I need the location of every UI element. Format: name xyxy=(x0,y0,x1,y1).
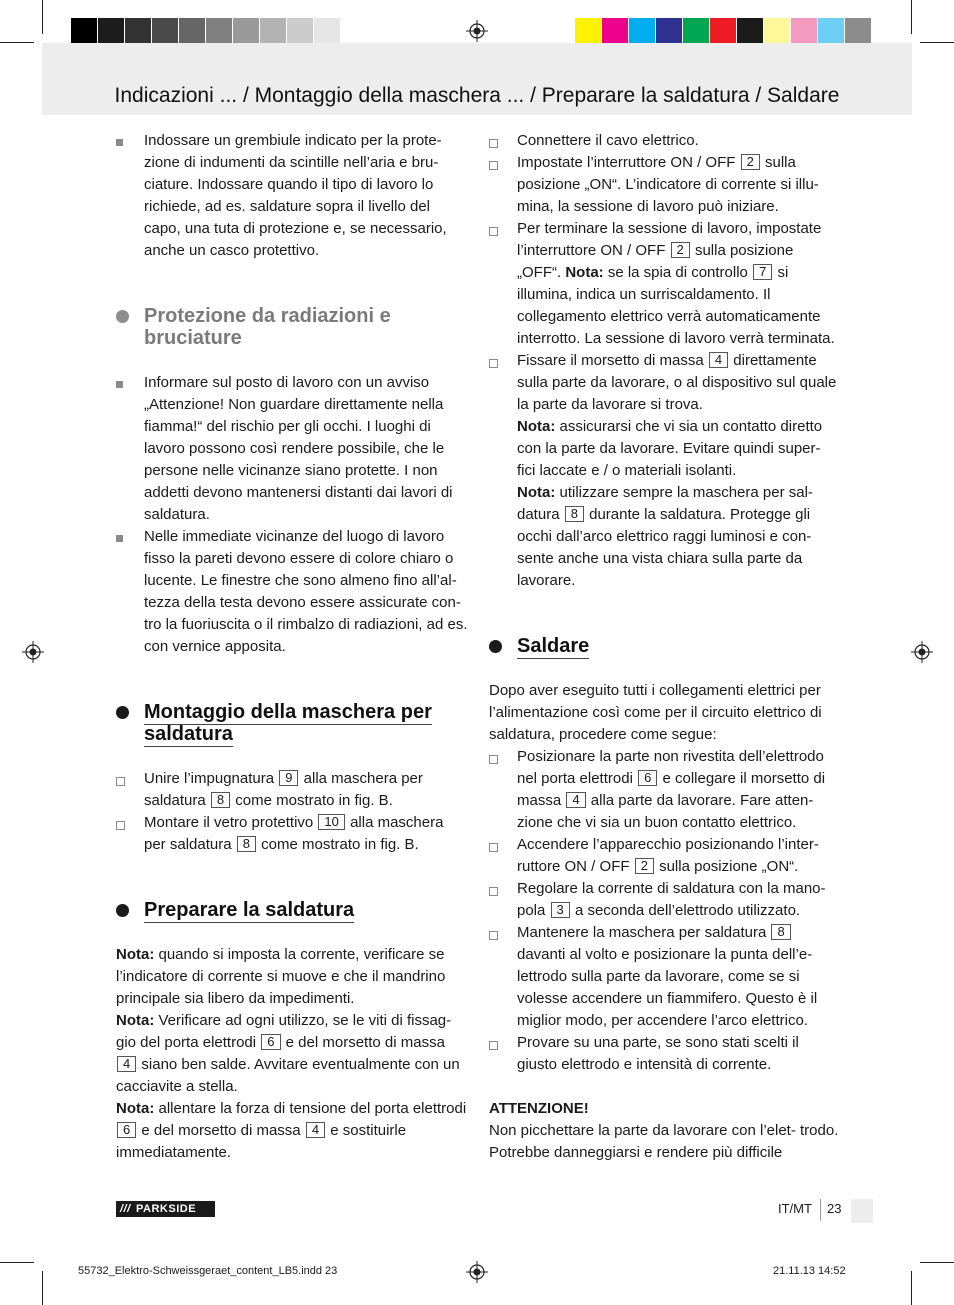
intro-paragraph: Dopo aver eseguito tutti i collegamenti elettrici per l’alimentazione così come per il circuito elettrico di saldatura, procedere come segue: xyxy=(489,682,822,743)
left-column xyxy=(116,130,468,1164)
list-item: Fissare il morsetto di massa 4 direttamente sulla parte da lavorare, o al dispositivo sul quale la parte da lavorare si trova. Nota: assicurarsi che vi sia un contatto diretto con la parte da lavorare. Evitare quindi super- fici laccate e / o materiali isolanti. Nota: utilizzare sempre la maschera per sal- datura 8 durante la saldatura. Protegge gli occhi dall’arco elettrico raggi luminosi e con- sente anche una vista chiara sulla parte da lavorare. xyxy=(489,350,839,592)
header-band xyxy=(42,43,912,115)
part-ref: 2 xyxy=(635,858,654,874)
list-item: Unire l’impugnatura 9 alla maschera per saldatura 8 come mostrato in fig. B. xyxy=(116,768,468,812)
part-ref: 2 xyxy=(671,242,690,258)
part-ref: 4 xyxy=(306,1122,325,1138)
part-ref: 6 xyxy=(261,1034,280,1050)
divider xyxy=(820,1199,821,1221)
list-item: Mantenere la maschera per saldatura 8 davanti al volto e posizionare la punta dell’e- lettrodo sulla parte da lavorare, come se si volesse accendere un fiammifero. Questo è il miglior modo, per accendere l’arco elettrico. xyxy=(489,922,839,1032)
language-code: IT/MT xyxy=(778,1201,812,1216)
crop-mark xyxy=(911,1271,912,1305)
color-swatch xyxy=(710,18,737,46)
crop-mark xyxy=(920,42,954,43)
color-swatch xyxy=(98,18,125,46)
attention-text: Non picchettare la parte da lavorare con l’elet- trodo. Potrebbe danneggiarsi e rendere più difficile xyxy=(489,1122,839,1161)
color-swatch xyxy=(629,18,656,46)
registration-mark-icon xyxy=(911,641,933,663)
part-ref: 4 xyxy=(566,792,585,808)
section-heading-welding: Saldare xyxy=(489,635,839,657)
page-number: 23 xyxy=(827,1201,842,1216)
list-item: Nelle immediate vicinanze del luogo di lavoro fisso la pareti devono essere di colore chiaro o lucente. Le finestre che sono almeno fino all’al- tezza della testa devono essere assicurate con- tro la fuoriuscita o il rimbalzo di radiazioni, ad es. con vernice apposita. xyxy=(116,526,468,658)
color-calibration-bar xyxy=(575,18,872,46)
list-item: Accendere l’apparecchio posizionando l’inter- ruttore ON / OFF 2 sulla posizione „ON“. xyxy=(489,834,839,878)
page-tab xyxy=(851,1199,873,1223)
list-item: Indossare un grembiule indicato per la prote- zione di indumenti da scintille nell’aria e bru- ciature. Indossare quando il tipo di lavoro lo richiede, ad es. saldature sopra il livello del capo, una tuta di protezione e, se necessario, anche un casco protettivo. xyxy=(116,130,468,262)
note-paragraph: Nota: allentare la forza di tensione del porta elettrodi 6 e del morsetto di massa 4 e sostituirle immediatamente. xyxy=(116,1100,467,1161)
registration-mark-icon xyxy=(466,1261,488,1283)
color-swatch xyxy=(341,18,368,46)
crop-mark xyxy=(920,1262,954,1263)
part-ref: 10 xyxy=(318,814,344,830)
crop-mark xyxy=(42,0,43,34)
part-ref: 2 xyxy=(741,154,760,170)
grayscale-calibration-bar xyxy=(71,18,368,46)
brand-logo: /// PARKSIDE xyxy=(116,1201,215,1217)
crop-mark xyxy=(42,1271,43,1305)
note-paragraph: Nota: Verificare ad ogni utilizzo, se le viti di fissag- gio del porta elettrodi 6 e del morsetto di massa 4 siano ben salde. Avvitare eventualmente con un cacciavite a stella. xyxy=(116,1012,460,1095)
color-swatch xyxy=(287,18,314,46)
color-swatch xyxy=(683,18,710,46)
part-ref: 7 xyxy=(753,264,772,280)
note-paragraph: Nota: quando si imposta la corrente, verificare se l’indicatore di corrente si muove e che il mandrino principale sia libero da impedimenti. xyxy=(116,946,446,1007)
color-swatch xyxy=(314,18,341,46)
page-title: Indicazioni ... / Montaggio della maschera ... / Preparare la saldatura / Saldare xyxy=(114,84,840,107)
list-item: Connettere il cavo elettrico. xyxy=(489,130,839,152)
crop-mark xyxy=(0,42,34,43)
list-item: Per terminare la sessione di lavoro, impostate l’interruttore ON / OFF 2 sulla posizione „OFF“. Nota: se la spia di controllo 7 si illumina, indica un surriscaldamento. Il collegamento elettrico verrà automaticamente interrotto. La sessione di lavoro verrà terminata. xyxy=(489,218,839,350)
list-item: Montare il vetro protettivo 10 alla maschera per saldatura 8 come mostrato in fig. B. xyxy=(116,812,468,856)
list-item: Regolare la corrente di saldatura con la mano- pola 3 a seconda dell’elettrodo utilizzato. xyxy=(489,878,839,922)
part-ref: 4 xyxy=(709,352,728,368)
list-item: Posizionare la parte non rivestita dell’elettrodo nel porta elettrodi 6 e collegare il morsetto di massa 4 alla parte da lavorare. Fare atten- zione che vi sia un buon contatto elettrico. xyxy=(489,746,839,834)
part-ref: 8 xyxy=(771,924,790,940)
list-item: Provare su una parte, se sono stati scelti il giusto elettrodo e intensità di corrente. xyxy=(489,1032,839,1076)
crop-mark xyxy=(911,0,912,34)
part-ref: 4 xyxy=(117,1056,136,1072)
list-item: Informare sul posto di lavoro con un avviso „Attenzione! Non guardare direttamente nella fiamma!“ del rischio per gli occhi. I luoghi di lavoro possono così rendere possibile, che le persone nelle vicinanze siano protette. I non addetti devono mantenersi distanti dai lavori di saldatura. xyxy=(116,372,468,526)
color-swatch xyxy=(818,18,845,46)
color-swatch xyxy=(152,18,179,46)
part-ref: 3 xyxy=(551,902,570,918)
color-swatch xyxy=(233,18,260,46)
right-column xyxy=(489,130,839,1164)
color-swatch xyxy=(845,18,872,46)
attention-label: ATTENZIONE! xyxy=(489,1100,589,1117)
print-date: 21.11.13 14:52 xyxy=(773,1265,846,1277)
crop-mark xyxy=(0,1262,34,1263)
print-file-name: 55732_Elektro-Schweissgeraet_content_LB5.indd 23 xyxy=(78,1265,338,1277)
part-ref: 8 xyxy=(565,506,584,522)
color-swatch xyxy=(602,18,629,46)
color-swatch xyxy=(179,18,206,46)
section-heading-mask-assembly: Montaggio della maschera per saldatura xyxy=(116,701,468,745)
color-swatch xyxy=(260,18,287,46)
list-item: Impostate l’interruttore ON / OFF 2 sulla posizione „ON“. L’indicatore di corrente si illu- mina, la sessione di lavoro può iniziare. xyxy=(489,152,839,218)
registration-mark-icon xyxy=(22,641,44,663)
part-ref: 8 xyxy=(211,792,230,808)
color-swatch xyxy=(737,18,764,46)
color-swatch xyxy=(764,18,791,46)
part-ref: 6 xyxy=(638,770,657,786)
color-swatch xyxy=(791,18,818,46)
section-heading-prepare-welding: Preparare la saldatura xyxy=(116,899,468,921)
color-swatch xyxy=(656,18,683,46)
color-swatch xyxy=(71,18,98,46)
section-heading-radiation: Protezione da radiazioni e bruciature xyxy=(116,305,468,349)
part-ref: 8 xyxy=(237,836,256,852)
color-swatch xyxy=(125,18,152,46)
color-swatch xyxy=(206,18,233,46)
part-ref: 9 xyxy=(279,770,298,786)
color-swatch xyxy=(575,18,602,46)
part-ref: 6 xyxy=(117,1122,136,1138)
registration-mark-icon xyxy=(466,20,488,42)
